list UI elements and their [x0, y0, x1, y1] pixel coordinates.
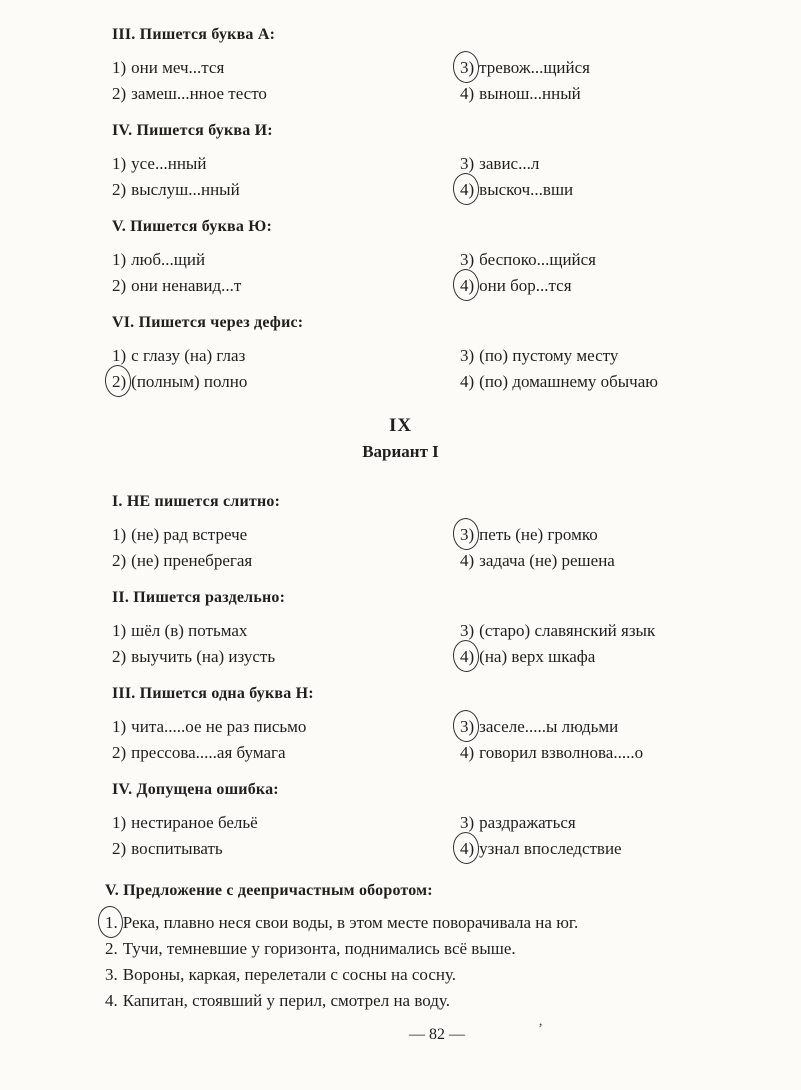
option [460, 151, 745, 177]
option-number: 1) [112, 621, 127, 640]
page-number: — 82 — [409, 1026, 465, 1043]
option-number: 3) [460, 154, 475, 173]
option [112, 247, 460, 273]
sentence-text: Вороны, каркая, перелетали с сосны на сосну. [122, 965, 457, 984]
option-number: 1) [112, 346, 127, 365]
option-text: замеш...нное тесто [131, 84, 267, 103]
option-text: задача (не) решена [479, 551, 615, 570]
option-text: вынош...нный [479, 84, 581, 103]
option-number: 3) [460, 813, 475, 832]
question-section [112, 24, 745, 107]
option-number: 1) [112, 250, 127, 269]
option-text: завис...л [479, 154, 540, 173]
options [112, 247, 745, 299]
option-text: (не) пренебрегая [131, 551, 253, 570]
option [460, 548, 745, 574]
option-number: 1) [112, 813, 127, 832]
option-number: 4) [460, 644, 474, 670]
option [112, 343, 460, 369]
option-text: выскоч...вши [479, 180, 574, 199]
options [112, 343, 745, 395]
sentence-text: Тучи, темневшие у горизонта, поднимались всё выше. [122, 939, 516, 958]
question-section [112, 120, 745, 203]
option [112, 177, 460, 203]
question-section [112, 587, 745, 670]
section-title: IV. Пишется буква И: [112, 122, 273, 139]
sentence-item [105, 988, 745, 1014]
option-text: выучить (на) изусть [131, 647, 276, 666]
option-number: 4) [460, 836, 474, 862]
sentence-item [105, 936, 745, 962]
option-text: с глазу (на) глаз [131, 346, 246, 365]
stray-mark: ’ [538, 1021, 543, 1037]
option-text: они меч...тся [131, 58, 225, 77]
option-text: нестираное бельё [131, 813, 258, 832]
option-text: говорил взволнова.....о [479, 743, 644, 762]
option-text: выслуш...нный [131, 180, 240, 199]
question-section [112, 312, 745, 395]
option-text: (по) пустому месту [479, 346, 619, 365]
option [112, 55, 460, 81]
option-text: раздражаться [479, 813, 576, 832]
option [460, 644, 745, 670]
option-text: шёл (в) потьмах [131, 621, 248, 640]
sentence-number: 1. [105, 910, 118, 936]
option-text: (не) рад встрече [131, 525, 248, 544]
options [112, 714, 745, 766]
option-number: 2) [112, 276, 127, 295]
option-number: 3) [460, 55, 474, 81]
option-number: 3) [460, 522, 474, 548]
option-text: (по) домашнему обычаю [479, 372, 658, 391]
option [460, 810, 745, 836]
option-text: люб...щий [131, 250, 206, 269]
question-section [112, 491, 745, 574]
option-number: 4) [460, 372, 475, 391]
option-text: (полным) полно [131, 372, 248, 391]
option [112, 522, 460, 548]
option-number: 4) [460, 177, 474, 203]
section-title: III. Пишется одна буква Н: [112, 685, 314, 702]
option-number: 1) [112, 58, 127, 77]
options [112, 55, 745, 107]
options [112, 618, 745, 670]
option-text: петь (не) громко [479, 525, 598, 544]
option-number: 2) [112, 551, 127, 570]
option-text: чита.....ое не раз письмо [131, 717, 307, 736]
option-number: 2) [112, 647, 127, 666]
option-number: 3) [460, 714, 474, 740]
option [460, 618, 745, 644]
option [112, 644, 460, 670]
option [112, 740, 460, 766]
option-text: тревож...щийся [479, 58, 590, 77]
option-number: 4) [460, 551, 475, 570]
option-text: заселе.....ы людьми [479, 717, 619, 736]
option-text: узнал впоследствие [479, 839, 622, 858]
option-number: 1) [112, 525, 127, 544]
option-number: 3) [460, 346, 475, 365]
section-title: VI. Пишется через дефис: [112, 314, 304, 331]
option-number: 2) [112, 180, 127, 199]
option-text: они ненавид...т [131, 276, 242, 295]
option-text: они бор...тся [479, 276, 572, 295]
section-title: I. НЕ пишется слитно: [112, 493, 281, 510]
section-title: V. Предложение с деепричастным оборотом: [105, 882, 433, 899]
option [112, 151, 460, 177]
option [460, 369, 745, 395]
option-text: воспитывать [131, 839, 223, 858]
option [460, 740, 745, 766]
option-text: (на) верх шкафа [479, 647, 596, 666]
option [460, 343, 745, 369]
sentence-number: 4. [105, 991, 118, 1010]
option [112, 810, 460, 836]
option [112, 548, 460, 574]
question-section [112, 779, 745, 862]
option-text: усе...нный [131, 154, 207, 173]
option-number: 3) [460, 621, 475, 640]
option-text: (старо) славянский язык [479, 621, 656, 640]
option-number: 3) [460, 250, 475, 269]
options [112, 151, 745, 203]
option [460, 81, 745, 107]
option-text: беспоко...щийся [479, 250, 597, 269]
question-section-sentences [105, 880, 745, 1014]
option [112, 81, 460, 107]
option [112, 836, 460, 862]
option [460, 273, 745, 299]
option [460, 522, 745, 548]
option-number: 4) [460, 743, 475, 762]
sentence-text: Река, плавно неся свои воды, в этом месте поворачивала на юг. [122, 913, 579, 932]
option-number: 4) [460, 84, 475, 103]
option [460, 714, 745, 740]
option [112, 714, 460, 740]
sentence-text: Капитан, стоявший у перил, смотрел на воду. [122, 991, 450, 1010]
option [112, 273, 460, 299]
section-title: III. Пишется буква А: [112, 26, 276, 43]
sentence-number: 3. [105, 965, 118, 984]
sentence-item [105, 910, 745, 936]
variant-heading: Вариант I [362, 442, 439, 461]
question-section [112, 216, 745, 299]
part-heading: IX [388, 415, 413, 436]
option-text: прессова.....ая бумага [131, 743, 286, 762]
option [460, 836, 745, 862]
option-number: 1) [112, 717, 127, 736]
option [460, 55, 745, 81]
question-section [112, 683, 745, 766]
option-number: 2) [112, 839, 127, 858]
option-number: 4) [460, 273, 474, 299]
section-title: V. Пишется буква Ю: [112, 218, 272, 235]
section-title: II. Пишется раздельно: [112, 589, 286, 606]
option-number: 1) [112, 154, 127, 173]
options [112, 810, 745, 862]
option [460, 247, 745, 273]
option-number: 2) [112, 369, 126, 395]
options [112, 522, 745, 574]
section-title: IV. Допущена ошибка: [112, 781, 279, 798]
option [460, 177, 745, 203]
option [112, 369, 460, 395]
sentence-number: 2. [105, 939, 118, 958]
sentence-item [105, 962, 745, 988]
option-number: 2) [112, 84, 127, 103]
option [112, 618, 460, 644]
option-number: 2) [112, 743, 127, 762]
